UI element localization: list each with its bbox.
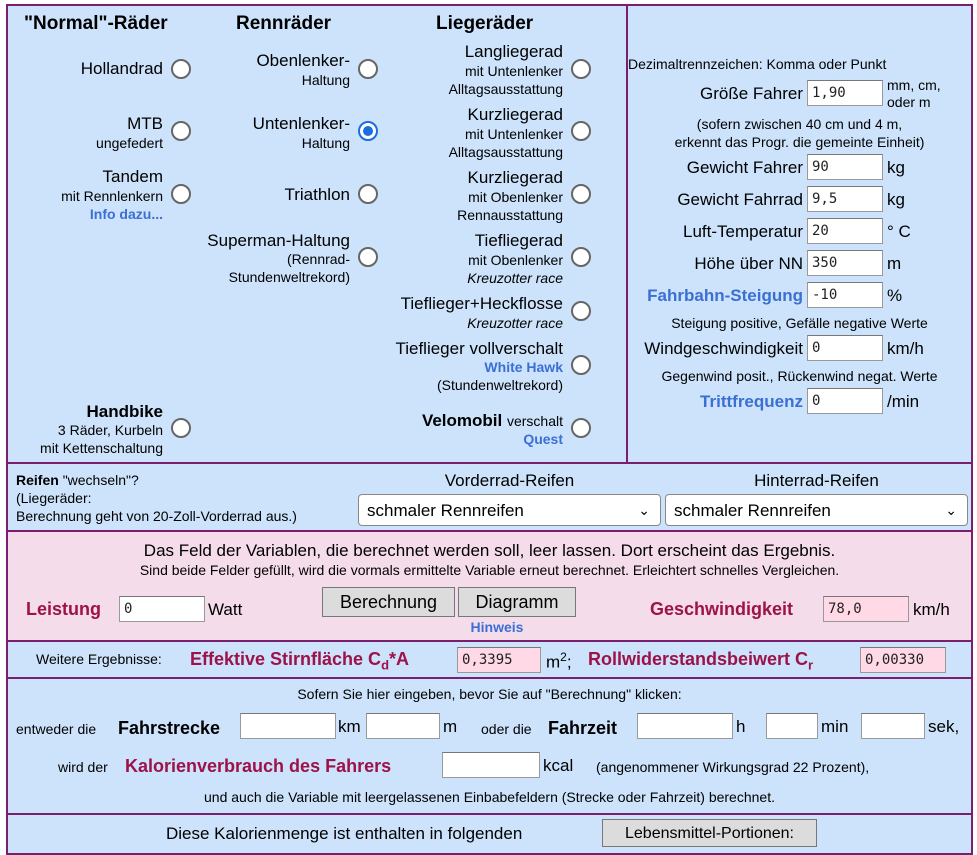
tires-label-bold: Reifen [16,472,59,488]
km-unit: km [338,717,361,736]
bike-obenlenker-radio[interactable] [358,59,378,79]
bike-untenlenker-radio[interactable] [358,121,378,141]
col-header-liege: Liegeräder [436,13,534,34]
bike-velomobil-radio[interactable] [571,418,591,438]
trittfrequenz-link[interactable]: Trittfrequenz [700,392,803,411]
bike-triathlon-label: Triathlon [284,185,350,204]
cda-label-rest: *A [389,649,410,669]
kalorien-label: Kalorienverbrauch des Fahrers [125,756,392,776]
bike-tief-radio[interactable] [571,247,591,267]
bike-tiefheck-sub: Kreuzotter race [467,315,563,331]
m-unit: m [443,717,458,736]
bike-tief-label: Tiefliegerad [474,231,563,250]
speed-unit: km/h [913,600,950,619]
bike-velomobil-name: Velomobil [421,411,503,430]
cr-label-sub: r [808,657,814,673]
cda-label-text: Effektive Stirnfläche C [190,649,382,669]
lebensmittel-button[interactable]: Lebensmittel-Portionen: [602,819,817,847]
km-input[interactable] [240,713,336,739]
food-text: Diese Kalorienmenge ist enthalten in folgenden [166,824,523,843]
temp-label: Luft-Temperatur [683,222,803,241]
steigung-unit: % [887,286,903,305]
bike-superman-radio[interactable] [358,247,378,267]
bike-tiefvoll-whitehawk-link[interactable]: White Hawk [484,359,563,375]
cda-output[interactable]: 0,3395 [457,647,541,673]
hoehe-input[interactable]: 350 [807,250,883,276]
kcal-unit: kcal [543,756,574,775]
wind-label: Windgeschwindigkeit [644,339,803,358]
groesse-input[interactable]: 1,90 [807,80,883,106]
min-input[interactable] [766,713,818,739]
bike-superman-label: Superman-Haltung [207,231,350,250]
wind-input[interactable]: 0 [807,335,883,361]
cda-unit-text: m [546,652,561,672]
calc-info1: Das Feld der Variablen, die berechnet werden soll, leer lassen. Dort erscheint das Ergebnis. [143,541,836,560]
bike-kurz1-label: Kurzliegerad [467,105,563,124]
wind-unit: km/h [887,339,924,358]
h-unit: h [736,717,746,736]
col-header-renn: Rennräder [236,13,332,34]
tires-note2: Berechnung geht von 20-Zoll-Vorderrad aus.) [16,508,297,524]
temp-unit: ° C [887,222,911,241]
bike-handbike-sub1: 3 Räder, Kurbeln [57,422,163,438]
groesse-note1: (sofern zwischen 40 cm und 4 m, [696,116,903,132]
bike-kurz2-sub1: mit Obenlenker [468,189,563,205]
leistung-label: Leistung [26,599,101,619]
bike-tiefvoll-radio[interactable] [571,355,591,375]
tires-note1: (Liegeräder: [16,490,92,506]
gewicht-fahrer-input[interactable]: 90 [807,154,883,180]
groesse-note2: erkennt das Progr. die gemeinte Einheit) [674,134,925,150]
front-tire-label: Vorderrad-Reifen [444,471,575,490]
bike-kurz1-sub2: Alltagsausstattung [448,144,563,160]
bike-lang-sub2: Alltagsausstattung [448,81,563,97]
gewicht-rad-label: Gewicht Fahrrad [677,190,803,209]
cr-label [588,650,813,672]
steigung-link[interactable]: Fahrbahn-Steigung [647,286,803,305]
bike-handbike-label: Handbike [86,402,163,421]
wind-note: Gegenwind posit., Rückenwind negat. Werte [661,368,938,384]
leistung-unit: Watt [208,600,243,619]
hoehe-unit: m [887,254,902,273]
bike-obenlenker-sub: Haltung [301,72,350,88]
bike-lang-sub1: mit Untenlenker [464,63,563,79]
m-input[interactable] [366,713,440,739]
bike-kurz1-sub1: mit Untenlenker [464,126,563,142]
speed-label: Geschwindigkeit [650,599,794,619]
bike-kurz2-label: Kurzliegerad [467,168,563,187]
bike-tandem-radio[interactable] [171,184,191,204]
rear-tire-value: schmaler Rennreifen [674,501,831,520]
bike-untenlenker-label: Untenlenker- [252,114,350,133]
bike-hollandrad-radio[interactable] [171,59,191,79]
distance-und: und auch die Variable mit leergelassenen Einbabefeldern (Strecke oder Fahrzeit) berechnet. [204,789,775,805]
sek-input[interactable] [861,713,925,739]
bike-hollandrad-label: Hollandrad [80,59,163,78]
wirkungsgrad-note: (angenommener Wirkungsgrad 22 Prozent), [596,759,870,775]
front-tire-select[interactable] [358,494,661,526]
bike-superman-sub2: Stundenweltrekord) [228,269,350,285]
cr-label-text: Rollwiderstandsbeiwert C [588,649,809,669]
gewicht-fahrer-unit: kg [887,158,905,177]
leistung-input[interactable]: 0 [119,596,205,622]
bike-tiefvoll-sub2: (Stundenweltrekord) [436,377,563,393]
col-header-normal: "Normal"-Räder [24,13,168,34]
gewicht-rad-unit: kg [887,190,905,209]
cda-unit-sep: ; [566,652,572,672]
rear-tire-label: Hinterrad-Reifen [754,471,879,490]
h-input[interactable] [637,713,733,739]
groesse-unit1: mm, cm, [887,77,941,93]
distance-zeit-label: Fahrzeit [548,718,618,738]
cda-unit [546,651,572,671]
bike-handbike-sub2: mit Kettenschaltung [40,440,163,456]
chevron-down-icon: ⌄ [945,502,957,518]
distance-intro: Sofern Sie hier eingeben, bevor Sie auf "Berechnung" klicken: [297,686,682,702]
min-unit: min [821,717,849,736]
rear-tire-select[interactable] [665,494,968,526]
tires-label [16,473,139,487]
bike-handbike-radio[interactable] [171,418,191,438]
bike-untenlenker-sub: Haltung [301,135,350,151]
bike-velomobil-quest-link[interactable]: Quest [523,431,563,447]
bike-tief-sub2: Kreuzotter race [467,270,563,286]
bike-superman-sub1: (Rennrad- [286,251,350,267]
bike-tandem-label: Tandem [102,167,163,186]
results-label: Weitere Ergebnisse: [36,651,162,667]
cda-label [190,650,409,672]
bike-velomobil-label [422,412,563,429]
bike-lang-label: Langliegerad [464,42,563,61]
calc-info2: Sind beide Felder gefüllt, wird die vormals ermittelte Variable erneut berechnet. Erleichtert schnelles Vergleichen. [139,562,840,578]
bike-tandem-sub: mit Rennlenkern [61,188,163,204]
diagramm-button[interactable]: Diagramm [458,587,576,617]
bike-tief-sub1: mit Obenlenker [468,252,563,268]
cr-output[interactable]: 0,00330 [860,647,946,673]
cda-unit-sup: 2 [560,650,567,664]
hoehe-label: Höhe über NN [694,254,803,273]
front-tire-value: schmaler Rennreifen [367,501,524,520]
bike-mtb-sub: ungefedert [96,135,163,151]
groesse-label: Größe Fahrer [700,84,803,103]
berechnung-button[interactable]: Berechnung [322,587,455,617]
trittfrequenz-input[interactable]: 0 [807,388,883,414]
bike-tandem-info-link[interactable]: Info dazu... [89,206,163,222]
cda-label-sub: d [381,657,390,673]
bike-kurz2-sub2: Rennausstattung [457,207,563,223]
decimal-note: Dezimaltrennzeichen: Komma oder Punkt [628,56,887,72]
bike-mtb-radio[interactable] [171,121,191,141]
steigung-note: Steigung positive, Gefälle negative Werte [671,315,928,331]
groesse-unit2: oder m [887,94,931,110]
hinweis-link[interactable]: Hinweis [470,619,524,635]
trittfrequenz-unit: /min [887,392,920,411]
bike-tiefheck-radio[interactable] [571,301,591,321]
bike-tiefvoll-label: Tieflieger vollverschalt [395,339,563,358]
temp-input[interactable]: 20 [807,218,883,244]
distance-wird: wird der [58,759,108,775]
sek-unit: sek, [928,717,960,736]
bike-kurz1-radio[interactable] [571,121,591,141]
bike-obenlenker-label: Obenlenker- [256,51,350,70]
bike-triathlon-radio[interactable] [358,184,378,204]
tires-label-rest: "wechseln"? [62,472,139,488]
bike-mtb-label: MTB [127,114,163,133]
distance-strecke-label: Fahrstrecke [118,718,221,738]
kcal-input[interactable] [442,752,540,778]
gewicht-rad-input[interactable]: 9,5 [807,186,883,212]
distance-oder: oder die [481,721,532,737]
bike-velomobil-sub: verschalt [506,413,563,429]
bike-tiefheck-label: Tieflieger+Heckflosse [400,294,563,313]
speed-input[interactable]: 78,0 [823,596,909,622]
bike-lang-radio[interactable] [571,59,591,79]
steigung-input[interactable]: -10 [807,282,883,308]
gewicht-fahrer-label: Gewicht Fahrer [686,158,803,177]
bike-kurz2-radio[interactable] [571,184,591,204]
chevron-down-icon: ⌄ [638,502,650,518]
distance-entweder: entweder die [16,721,97,737]
